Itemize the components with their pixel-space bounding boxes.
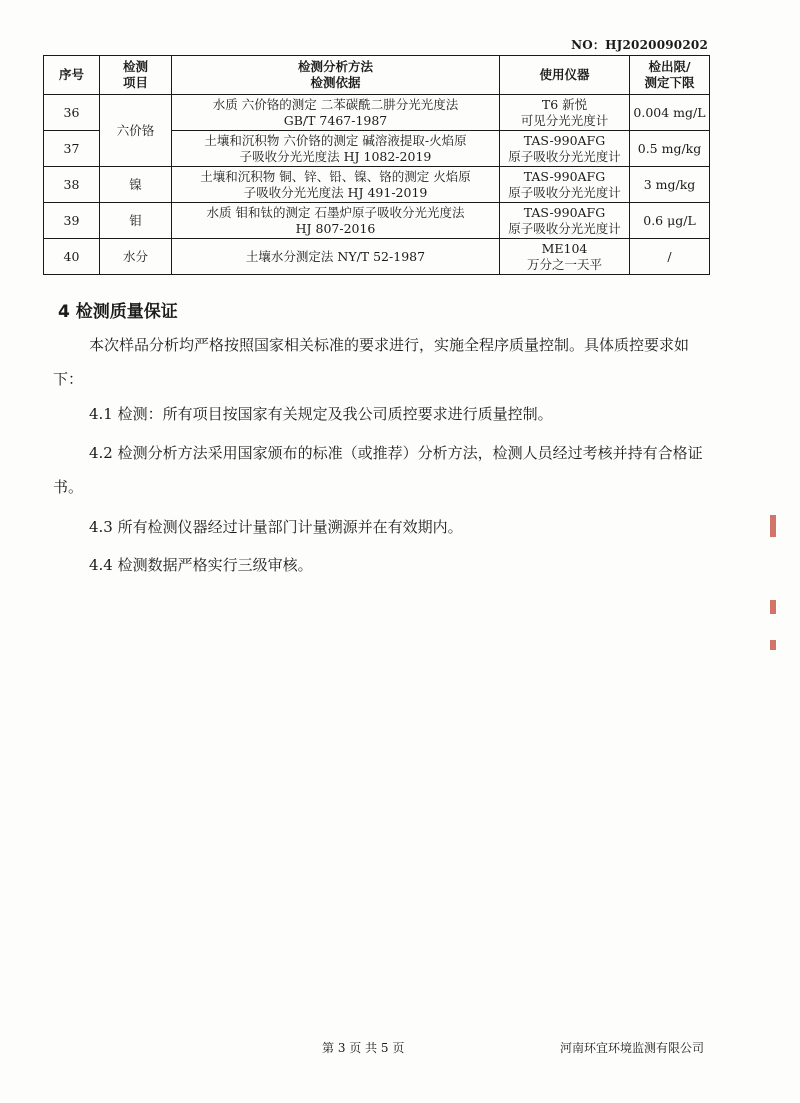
header-instrument: 使用仪器 bbox=[500, 56, 630, 95]
cell-seq: 38 bbox=[44, 167, 100, 203]
cell-instrument: TAS-990AFG 原子吸收分光光度计 bbox=[500, 203, 630, 239]
cell-instrument: ME104 万分之一天平 bbox=[500, 239, 630, 275]
cell-seq: 37 bbox=[44, 131, 100, 167]
cell-method: 土壤水分测定法 NY/T 52-1987 bbox=[172, 239, 500, 275]
cell-item: 六价铬 bbox=[100, 95, 172, 167]
stamp-edge-mark bbox=[770, 600, 776, 614]
cell-item: 水分 bbox=[100, 239, 172, 275]
cell-limit: / bbox=[630, 239, 710, 275]
header-seq: 序号 bbox=[44, 56, 100, 95]
stamp-edge-mark bbox=[770, 640, 776, 650]
cell-instrument: T6 新悦 可见分光光度计 bbox=[500, 95, 630, 131]
cell-limit: 0.004 mg/L bbox=[630, 95, 710, 131]
header-method: 检测分析方法 检测依据 bbox=[172, 56, 500, 95]
qc-item: 4.2 检测分析方法采用国家颁布的标准（或推荐）分析方法，检测人员经过考核并持有合格证书。 bbox=[53, 444, 703, 496]
cell-method: 水质 六价铬的测定 二苯碳酰二肼分光光度法 GB/T 7467-1987 bbox=[172, 95, 500, 131]
cell-method: 土壤和沉积物 六价铬的测定 碱溶液提取-火焰原 子吸收分光光度法 HJ 1082-2019 bbox=[172, 131, 500, 167]
section-intro: 本次样品分析均严格按照国家相关标准的要求进行，实施全程序质量控制。具体质控要求如下： bbox=[53, 336, 690, 388]
table-header-row bbox=[44, 56, 710, 95]
document-number: NO：HJ2020090202 bbox=[571, 38, 708, 52]
section-title: 4 检测质量保证 bbox=[58, 302, 178, 322]
qc-item: 4.4 检测数据严格实行三级审核。 bbox=[89, 556, 313, 574]
cell-limit: 0.5 mg/kg bbox=[630, 131, 710, 167]
page-number: 第 3 页 共 5 页 bbox=[322, 1041, 405, 1055]
qc-item: 4.3 所有检测仪器经过计量部门计量溯源并在有效期内。 bbox=[89, 518, 463, 536]
cell-method: 土壤和沉积物 铜、锌、铅、镍、铬的测定 火焰原 子吸收分光光度法 HJ 491-2019 bbox=[172, 167, 500, 203]
cell-seq: 39 bbox=[44, 203, 100, 239]
header-item: 检测 项目 bbox=[100, 56, 172, 95]
cell-seq: 40 bbox=[44, 239, 100, 275]
cell-item: 钼 bbox=[100, 203, 172, 239]
header-limit: 检出限/ 测定下限 bbox=[630, 56, 710, 95]
test-methods-table bbox=[43, 55, 710, 275]
table-row bbox=[44, 239, 710, 275]
stamp-edge-mark bbox=[770, 515, 776, 537]
cell-instrument: TAS-990AFG 原子吸收分光光度计 bbox=[500, 131, 630, 167]
cell-limit: 3 mg/kg bbox=[630, 167, 710, 203]
table-row bbox=[44, 95, 710, 131]
cell-limit: 0.6 μg/L bbox=[630, 203, 710, 239]
cell-seq: 36 bbox=[44, 95, 100, 131]
cell-method: 水质 钼和钛的测定 石墨炉原子吸收分光光度法 HJ 807-2016 bbox=[172, 203, 500, 239]
qc-item: 4.1 检测：所有项目按国家有关规定及我公司质控要求进行质量控制。 bbox=[89, 405, 553, 423]
cell-instrument: TAS-990AFG 原子吸收分光光度计 bbox=[500, 167, 630, 203]
company-name: 河南环宜环境监测有限公司 bbox=[559, 1041, 704, 1055]
table-row bbox=[44, 167, 710, 203]
cell-item: 镍 bbox=[100, 167, 172, 203]
table-row bbox=[44, 203, 710, 239]
